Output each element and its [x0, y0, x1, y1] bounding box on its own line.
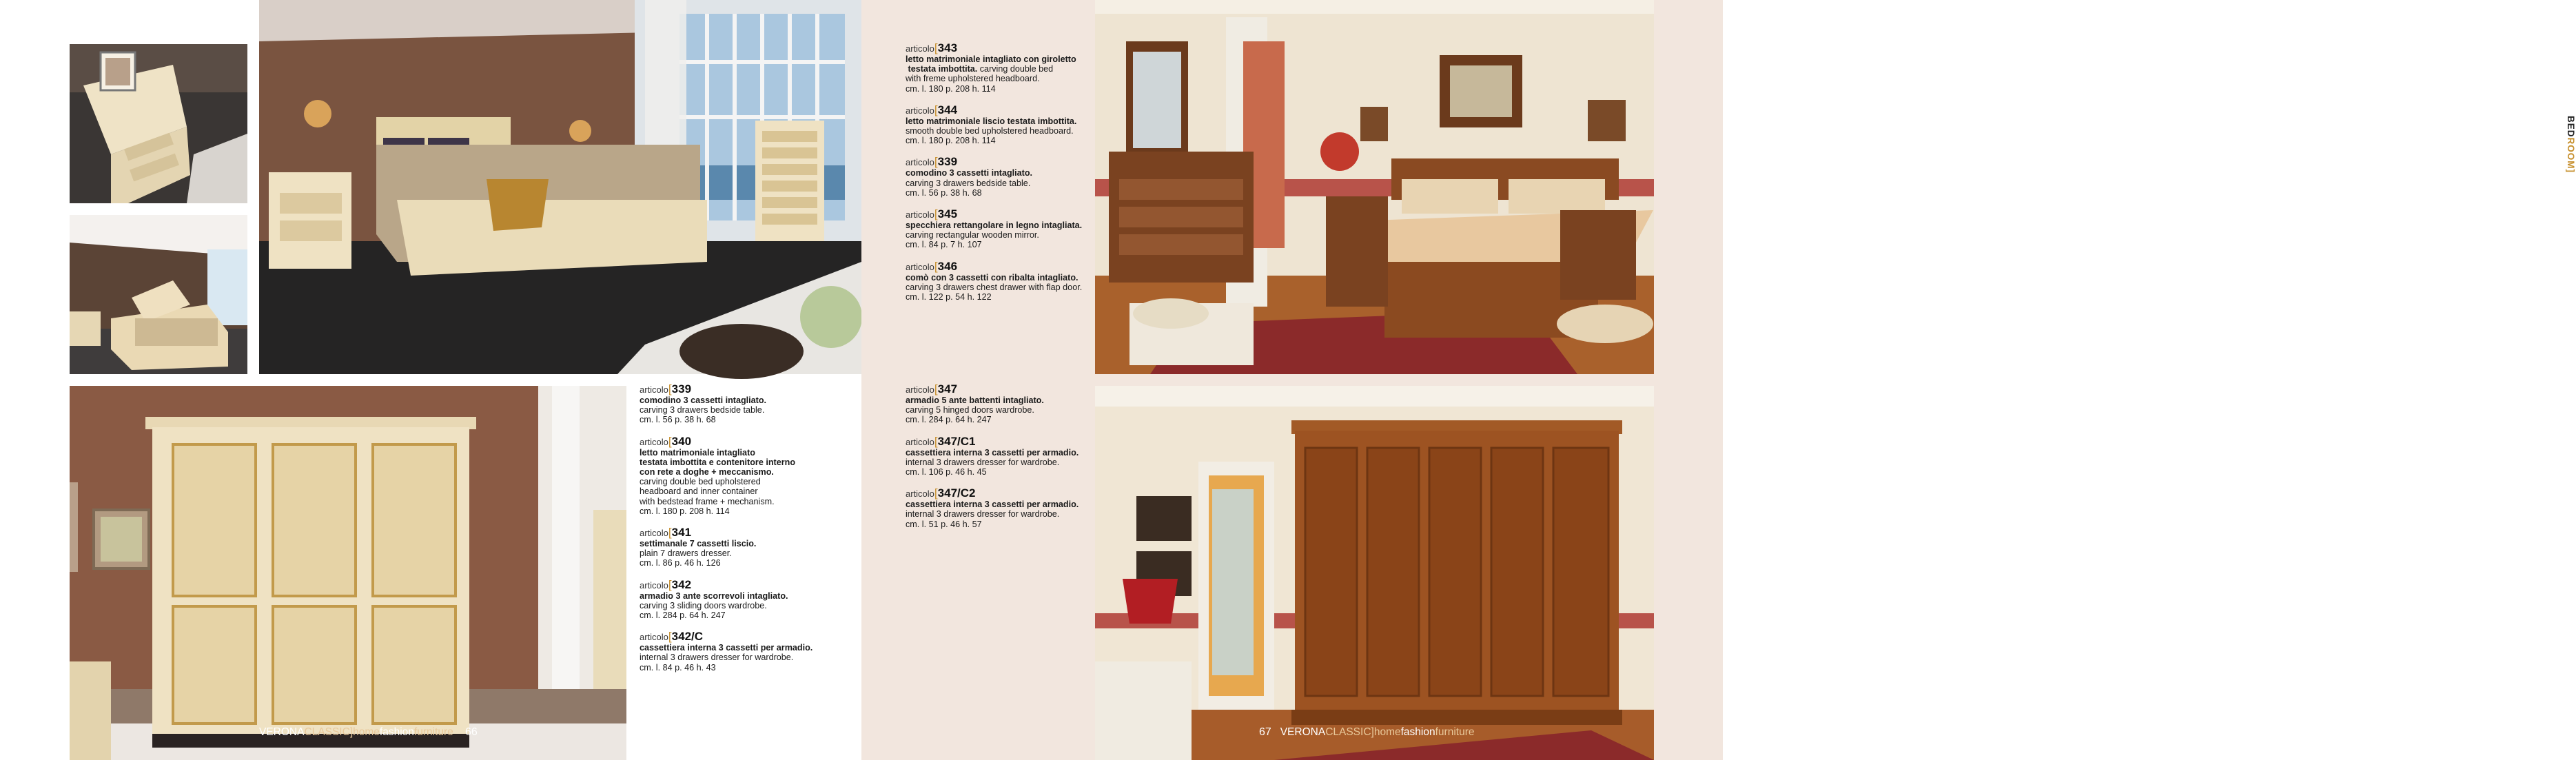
article-bracket: [ — [668, 577, 672, 591]
article-italian-text: cassettiera interna 3 cassetti per armadio. — [640, 643, 813, 653]
article-heading — [906, 261, 1112, 273]
article-italian-text: comò con 3 cassetti con ribalta intagliato. — [906, 272, 1079, 283]
footer-bracket: ] — [349, 726, 354, 738]
article-italian-text: cassettiera interna 3 cassetti per armadio. — [906, 500, 1079, 510]
article-number: 339 — [671, 382, 692, 396]
article-italian-text: testata imbottita. — [906, 64, 978, 74]
page-number: 67 — [1259, 726, 1271, 738]
article-bracket: [ — [934, 41, 938, 54]
article-english-text: smooth double bed upholstered headboard. — [906, 126, 1074, 136]
article-word: articolo — [906, 436, 934, 447]
page-number: 66 — [465, 726, 478, 738]
article-number: 341 — [671, 526, 692, 540]
article-number: 346 — [937, 259, 958, 273]
article-dimensions: cm. l. 284 p. 64 h. 247 — [640, 610, 726, 621]
article-341 — [640, 527, 846, 568]
photo-walnut-wardrobe — [1095, 386, 1654, 760]
article-list-right-top — [906, 43, 1112, 313]
catalog-page-right — [861, 0, 2576, 760]
photo-cream-bedroom — [259, 0, 861, 374]
article-number: 339 — [937, 155, 958, 169]
article-italian-text: letto matrimoniale intagliato con giroletto — [906, 54, 1076, 64]
article-344 — [906, 105, 1112, 146]
article-word: articolo — [640, 528, 668, 539]
article-italian-text: armadio 3 ante scorrevoli intagliato. — [640, 590, 788, 601]
article-340 — [640, 436, 846, 516]
footer-furniture: furniture — [413, 726, 453, 738]
article-heading — [906, 156, 1112, 168]
article-dimensions: cm. l. 180 p. 208 h. 114 — [640, 506, 730, 516]
footer-fashion: fashion — [1400, 726, 1435, 738]
article-english-text: carving 3 drawers bedside table. — [906, 178, 1031, 188]
article-343 — [906, 43, 1112, 94]
article-345 — [906, 209, 1112, 250]
article-word: articolo — [640, 436, 668, 447]
article-346 — [906, 261, 1112, 302]
article-bracket: [ — [668, 434, 672, 448]
article-italian-text: letto matrimoniale liscio testata imbottita. — [906, 116, 1077, 126]
section-label-room: ROOM — [2566, 137, 2576, 170]
article-english-text: plain 7 drawers dresser. — [640, 548, 732, 559]
article-english-text: carving 3 drawers bedside table. — [640, 405, 765, 415]
article-342c — [640, 631, 846, 672]
article-bracket: [ — [934, 103, 938, 116]
section-label-bed: BED — [2566, 116, 2576, 138]
article-heading — [906, 488, 1112, 500]
article-bracket: [ — [934, 434, 938, 448]
article-word: articolo — [906, 157, 934, 168]
article-heading — [640, 579, 846, 591]
article-number: 344 — [937, 103, 958, 116]
article-word: articolo — [906, 209, 934, 220]
article-dimensions: cm. l. 56 p. 38 h. 68 — [640, 415, 716, 425]
article-339-left — [640, 384, 846, 425]
article-dimensions: cm. l. 284 p. 64 h. 247 — [906, 415, 992, 425]
article-english-text: carving rectangular wooden mirror. — [906, 230, 1039, 240]
article-english-text: carving double bed — [977, 64, 1054, 74]
article-word: articolo — [640, 632, 668, 643]
article-dimensions: cm. l. 84 p. 46 h. 43 — [640, 662, 716, 672]
article-dimensions: cm. l. 106 p. 46 h. 45 — [906, 467, 987, 477]
article-italian-text: letto matrimoniale intagliato — [640, 447, 755, 458]
article-347c2 — [906, 488, 1112, 529]
article-italian-text: testata imbottita e contenitore interno — [640, 457, 796, 467]
article-dimensions: cm. l. 56 p. 38 h. 68 — [906, 187, 982, 198]
footer-brand-verona: VERONA — [1280, 726, 1326, 738]
article-dimensions: cm. l. 122 p. 54 h. 122 — [906, 292, 992, 302]
article-italian-text: specchiera rettangolare in legno intagliata. — [906, 220, 1083, 231]
article-heading — [906, 384, 1112, 396]
article-bracket: [ — [934, 207, 938, 221]
article-word: articolo — [906, 384, 934, 395]
article-italian-text: comodino 3 cassetti intagliato. — [640, 396, 767, 405]
catalog-page-left — [0, 0, 861, 760]
article-342 — [640, 579, 846, 621]
article-italian-text: settimanale 7 cassetti liscio. — [640, 539, 757, 549]
article-bracket: [ — [934, 259, 938, 273]
article-word: articolo — [906, 105, 934, 116]
article-heading — [906, 436, 1112, 448]
article-english-text: headboard and inner container — [640, 486, 758, 497]
article-italian-text: cassettiera interna 3 cassetti per armadio. — [906, 447, 1079, 458]
article-heading — [640, 527, 846, 539]
footer-home: home — [1373, 726, 1401, 738]
article-dimensions: cm. l. 84 p. 7 h. 107 — [906, 240, 982, 250]
footer-furniture: furniture — [1435, 726, 1475, 738]
article-list-right-bottom — [906, 384, 1112, 540]
article-number: 347 — [937, 382, 958, 396]
article-word: articolo — [906, 43, 934, 54]
article-dimensions: cm. l. 180 p. 208 h. 114 — [906, 83, 996, 94]
article-heading — [640, 631, 846, 643]
article-english-text: internal 3 drawers dresser for wardrobe. — [906, 509, 1060, 520]
footer-right — [1259, 726, 1474, 739]
article-number: 347/C2 — [937, 486, 976, 500]
article-english-text: with bedstead frame + mechanism. — [640, 496, 775, 506]
article-bracket: [ — [934, 382, 938, 396]
footer-home: home — [353, 726, 380, 738]
article-word: articolo — [640, 384, 668, 395]
article-number: 347/C1 — [937, 434, 976, 448]
section-label-bedroom — [2562, 116, 2576, 178]
article-word: articolo — [640, 579, 668, 590]
article-english-text: internal 3 drawers dresser for wardrobe. — [640, 653, 794, 663]
footer-brand-verona: VERONA — [259, 726, 305, 738]
article-bracket: [ — [668, 382, 672, 396]
article-list-left — [640, 384, 846, 684]
article-bracket: [ — [668, 526, 672, 540]
article-number: 340 — [671, 434, 692, 448]
article-dimensions: cm. l. 86 p. 46 h. 126 — [640, 558, 721, 568]
article-italian-text: con rete a doghe + meccanismo. — [640, 467, 774, 477]
footer-brand-classic: CLASSIC — [304, 726, 350, 738]
article-english-text: with freme upholstered headboard. — [906, 74, 1040, 84]
footer-bracket: ] — [1371, 726, 1374, 738]
article-dimensions: cm. l. 180 p. 208 h. 114 — [906, 136, 996, 146]
article-heading — [640, 436, 846, 448]
article-heading — [640, 384, 846, 396]
photo-cream-wardrobe — [70, 386, 626, 760]
article-347c1 — [906, 436, 1112, 477]
article-bracket: [ — [934, 486, 938, 500]
article-word: articolo — [906, 489, 934, 500]
article-bracket: [ — [668, 630, 672, 644]
section-label-bracket: ] — [2566, 169, 2576, 174]
article-english-text: carving 5 hinged doors wardrobe. — [906, 405, 1034, 415]
photo-nightstand-detail — [70, 44, 247, 203]
article-english-text: carving 3 sliding doors wardrobe. — [640, 600, 767, 610]
article-number: 342 — [671, 577, 692, 591]
article-english-text: carving double bed upholstered — [640, 477, 761, 487]
article-bracket: [ — [934, 155, 938, 169]
footer-left — [259, 726, 478, 739]
article-word: articolo — [906, 261, 934, 272]
article-heading — [906, 209, 1112, 220]
article-heading — [906, 43, 1112, 54]
article-english-text: carving 3 drawers chest drawer with flap door. — [906, 282, 1083, 292]
footer-brand-classic: CLASSIC — [1325, 726, 1371, 738]
article-347 — [906, 384, 1112, 425]
article-english-text: internal 3 drawers dresser for wardrobe. — [906, 457, 1060, 467]
article-number: 343 — [937, 41, 958, 54]
article-italian-text: comodino 3 cassetti intagliato. — [906, 168, 1033, 178]
article-339-right — [906, 156, 1112, 198]
article-italian-text: armadio 5 ante battenti intagliato. — [906, 396, 1044, 405]
article-number: 342/C — [671, 630, 704, 644]
footer-fashion: fashion — [379, 726, 414, 738]
article-heading — [906, 105, 1112, 116]
article-dimensions: cm. l. 51 p. 46 h. 57 — [906, 519, 982, 529]
photo-walnut-bedroom — [1095, 0, 1654, 374]
photo-storage-bed — [70, 215, 247, 374]
article-number: 345 — [937, 207, 958, 221]
